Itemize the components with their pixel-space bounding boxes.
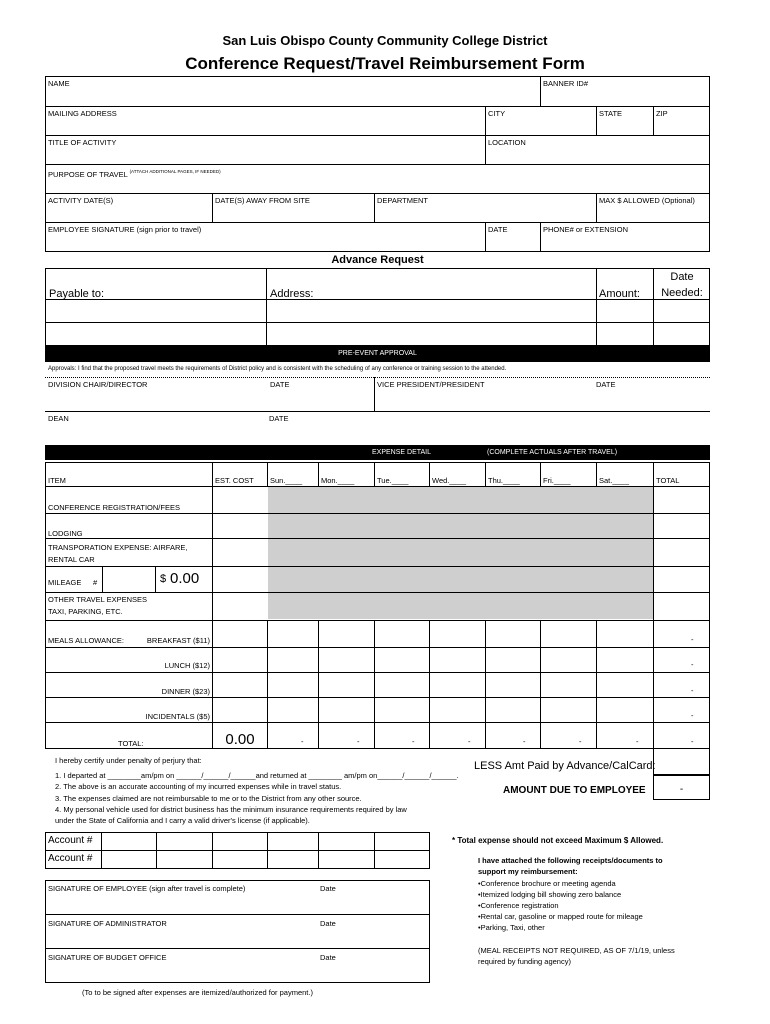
col-est-cost: EST. COST: [215, 476, 254, 485]
title-of-activity-field[interactable]: [60, 149, 480, 163]
mileage-hash: #: [93, 578, 98, 587]
row-other-label-2: TAXI, PARKING, ETC.: [48, 607, 123, 616]
row-mileage-label: MILEAGE: [48, 578, 82, 587]
row-lodging-label: LODGING: [48, 529, 83, 538]
meal-note: (MEAL RECEIPTS NOT REQUIRED, AS OF 7/1/19, unless: [478, 946, 675, 955]
account-1-label: Account #: [48, 835, 93, 846]
division-chair-date-label: DATE: [270, 380, 290, 389]
receipt-item-2: •Itemized lodging bill showing zero balance: [478, 890, 622, 899]
less-amount-label: LESS Amt Paid by Advance/CalCard:: [474, 760, 656, 772]
col-thu: Thu.____: [488, 476, 520, 485]
col-item: ITEM: [48, 476, 66, 485]
district-name: San Luis Obispo County Community College District: [222, 33, 548, 48]
certify-line-4: 4. My personal vehicle used for district business has the minimum insurance requirements required by law: [55, 805, 407, 814]
amount-due-value: -: [679, 784, 684, 795]
row-dinner-label: DINNER ($23): [161, 687, 210, 696]
receipt-item-1: •Conference brochure or meeting agenda: [478, 879, 616, 888]
wed-total: -: [468, 737, 471, 746]
less-amount-field[interactable]: [653, 748, 710, 775]
dinner-total: -: [691, 686, 694, 695]
administrator-signature-label: SIGNATURE OF ADMINISTRATOR: [48, 919, 167, 928]
division-chair-label: DIVISION CHAIR/DIRECTOR: [48, 380, 148, 389]
banner-id-label: BANNER ID#: [543, 79, 589, 88]
certify-line-3: 3. The expenses claimed are not reimbursable to me or to the District from any other source.: [55, 794, 362, 803]
account-2-label: Account #: [48, 853, 93, 864]
dean-label: DEAN: [48, 414, 69, 423]
receipt-item-3: •Conference registration: [478, 901, 559, 910]
col-fri: Fri.____: [543, 476, 571, 485]
phone-label: PHONE# or EXTENSION: [543, 225, 629, 234]
col-sun: Sun.____: [270, 476, 303, 485]
receipt-item-4: •Rental car, gasoline or mapped route for mileage: [478, 912, 643, 921]
sat-total: -: [636, 737, 639, 746]
account-2-field[interactable]: [102, 851, 429, 867]
max-allowed-label: MAX $ ALLOWED (Optional): [599, 196, 695, 205]
purpose-field[interactable]: [60, 178, 700, 192]
purpose-label: PURPOSE OF TRAVEL $^{(ATTACH ADDITIONAL PAGES, IF NEEDED)}$: [48, 169, 221, 179]
col-sat: Sat.____: [599, 476, 630, 485]
col-mon: Mon.____: [321, 476, 355, 485]
incidentals-total: -: [691, 711, 694, 720]
banner-id-field[interactable]: [545, 90, 705, 104]
expense-detail-bar: [45, 446, 710, 460]
certify-line-5: under the State of California and I carry a valid driver's license (if applicable).: [55, 816, 310, 825]
approval-statement: Approvals: I find that the proposed travel meets the requirements of District policy and is consistent with the scheduling of any conference or training session to the attended.: [48, 366, 507, 372]
amount-due-label: AMOUNT DUE TO EMPLOYEE: [503, 785, 646, 796]
name-label: NAME: [48, 79, 70, 88]
vp-date-label: DATE: [596, 380, 616, 389]
mileage-amount: 0.00: [170, 570, 200, 587]
certify-line-2: 2. The above is an accurate accounting of my incurred expenses while in travel status.: [55, 782, 342, 791]
row-incidentals-label: INCIDENTALS ($5): [145, 712, 210, 721]
signature-footer-note: (To to be signed after expenses are itemized/authorized for payment.): [82, 988, 313, 997]
thu-total: -: [523, 737, 526, 746]
amount-label: Amount:: [599, 288, 640, 300]
sun-total: -: [301, 737, 304, 746]
account-1-field[interactable]: [102, 833, 429, 849]
col-tue: Tue.____: [377, 476, 409, 485]
form-title: Conference Request/Travel Reimbursement Form: [185, 54, 585, 73]
mileage-count-field[interactable]: [104, 568, 154, 591]
col-total: TOTAL: [656, 476, 680, 485]
receipts-heading-2: support my reimbursement:: [478, 867, 578, 876]
address-label: Address:: [270, 288, 314, 300]
certify-line-1: 1. I departed at ________am/pm on ______/______/______and returned at ________ am/pm on______/______/______.: [55, 771, 459, 780]
dean-date-label: DATE: [269, 414, 289, 423]
row-conference-label: CONFERENCE REGISTRATION/FEES: [48, 503, 180, 512]
expense-detail-note: (COMPLETE ACTUALS AFTER TRAVEL): [487, 449, 618, 456]
payable-to-label: Payable to:: [49, 288, 105, 300]
daily-lodging-grey-area: [268, 487, 653, 619]
row-meals-label: MEALS ALLOWANCE:: [48, 636, 124, 645]
lunch-total: -: [691, 660, 694, 669]
amount-due-field: [653, 775, 710, 800]
city-label: CITY: [488, 109, 506, 118]
budget-date-label: Date: [320, 953, 336, 962]
advance-request-title: Advance Request: [331, 254, 424, 266]
mon-total: -: [357, 737, 360, 746]
date-needed-label-2: Needed:: [661, 287, 703, 299]
date-needed-label: Date: [670, 271, 694, 283]
pre-event-approval-bar: PRE-EVENT APPROVAL: [45, 345, 710, 362]
zip-label: ZIP: [656, 109, 668, 118]
breakfast-total: -: [691, 635, 694, 644]
expense-detail-title: EXPENSE DETAIL: [372, 449, 432, 456]
title-of-activity-label: TITLE OF ACTIVITY: [48, 138, 117, 147]
tue-total: -: [412, 737, 415, 746]
max-warning: * Total expense should not exceed Maximum $ Allowed.: [452, 836, 664, 845]
budget-signature-label: SIGNATURE OF BUDGET OFFICE: [48, 953, 167, 962]
fri-total: -: [579, 737, 582, 746]
employee-signature-after-label: SIGNATURE OF EMPLOYEE (sign after travel is complete): [48, 884, 246, 893]
employee-signature-date-label: Date: [320, 884, 336, 893]
total-est-cost: 0.00: [225, 731, 255, 748]
employee-signature-label: EMPLOYEE SIGNATURE (sign prior to travel): [48, 225, 202, 234]
row-total-label: TOTAL:: [118, 739, 144, 748]
department-label: DEPARTMENT: [377, 196, 428, 205]
row-transport-label-2: RENTAL CAR: [48, 555, 95, 564]
mailing-address-label: MAILING ADDRESS: [48, 109, 117, 118]
state-label: STATE: [599, 109, 623, 118]
receipts-heading: I have attached the following receipts/documents to: [478, 856, 663, 865]
administrator-date-label: Date: [320, 919, 336, 928]
row-other-label: OTHER TRAVEL EXPENSES: [48, 595, 148, 604]
vp-label: VICE PRESIDENT/PRESIDENT: [377, 380, 485, 389]
name-field[interactable]: [60, 90, 530, 104]
location-label: LOCATION: [488, 138, 526, 147]
row-transport-label: TRANSPORATION EXPENSE: AIRFARE,: [48, 543, 188, 552]
row-lunch-label: LUNCH ($12): [164, 661, 210, 670]
dates-away-label: DATE(S) AWAY FROM SITE: [215, 196, 310, 205]
meal-note-2: required by funding agency): [478, 957, 571, 966]
grand-total: -: [691, 737, 694, 746]
row-breakfast-label: BREAKFAST ($11): [146, 636, 210, 645]
mileage-dollar: $: [160, 573, 167, 585]
col-wed: Wed.____: [432, 476, 467, 485]
certify-heading: I hereby certify under penalty of perjury that:: [55, 756, 202, 765]
mailing-address-field[interactable]: [60, 120, 480, 134]
activity-dates-label: ACTIVITY DATE(S): [48, 196, 114, 205]
purpose-note: (ATTACH ADDITIONAL PAGES, IF NEEDED): [129, 169, 221, 174]
date-label: DATE: [488, 225, 508, 234]
receipt-item-5: •Parking, Taxi, other: [478, 923, 545, 932]
